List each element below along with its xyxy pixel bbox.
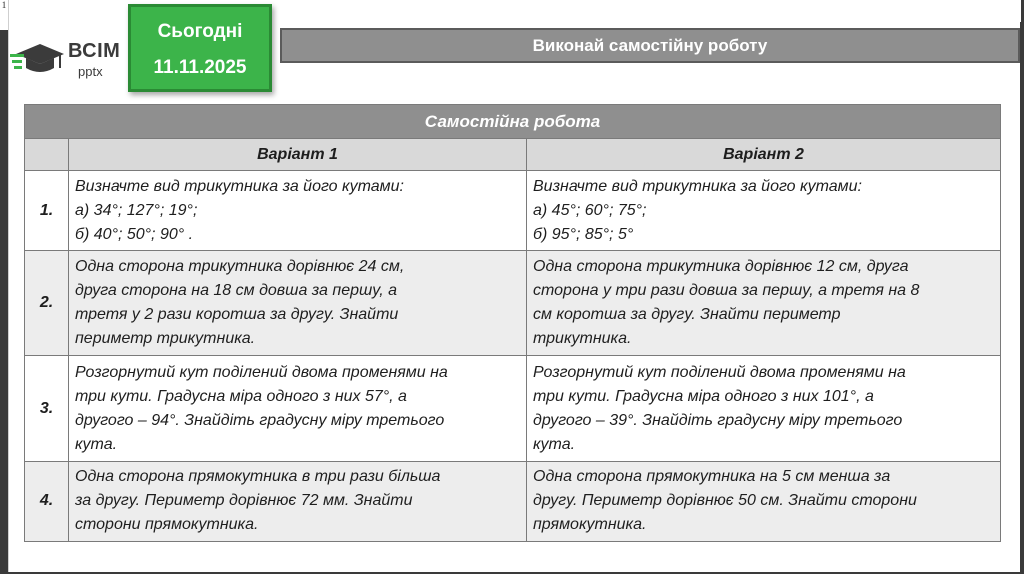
logo-name: ВСІМ [68, 40, 121, 62]
table-row [25, 171, 1001, 251]
row-number: 1. [25, 171, 69, 251]
table-row [25, 356, 1001, 461]
task-line: три кути. Градусна міра одного з них 57°, а [75, 387, 407, 405]
task-line: за другу. Периметр дорівнює 72 мм. Знайти [75, 492, 413, 510]
task-line: кута. [75, 435, 118, 453]
task-line: Одна сторона прямокутника в три рази більша [75, 468, 441, 486]
graduation-cap-icon [10, 40, 66, 80]
logo [10, 40, 128, 80]
task-line: Визначте вид трикутника за його кутами: [75, 177, 404, 195]
task-variant-1 [69, 461, 527, 541]
task-variant-2 [527, 461, 1001, 541]
date-badge [128, 4, 272, 92]
task-variant-2 [527, 171, 1001, 251]
logo-sub: pptx [78, 64, 103, 79]
task-line: см коротша за другу. Знайти периметр [533, 306, 841, 324]
task-line: Розгорнутий кут поділений двома променями на [75, 363, 448, 381]
task-line: кута. [533, 435, 576, 453]
task-line: другого – 94°. Знайдіть градусну міру третього [75, 411, 445, 429]
task-line: сторони прямокутника. [75, 516, 259, 534]
task-line: трикутника. [533, 330, 632, 348]
tasks-table [24, 104, 1001, 542]
table-row [25, 251, 1001, 356]
date-label: Сьогодні [157, 21, 243, 42]
task-line: Одна сторона трикутника дорівнює 12 см, друга [533, 258, 909, 276]
task-line: Визначте вид трикутника за його кутами: [533, 177, 862, 195]
date-value: 11.11.2025 [153, 57, 247, 78]
task-line: другу. Периметр дорівнює 50 см. Знайти сторони [533, 492, 917, 510]
task-line: б) 40°; 50°; 90° . [75, 225, 194, 243]
task-line: а) 45°; 60°; 75°; [533, 201, 647, 219]
task-variant-1 [69, 171, 527, 251]
task-line: Одна сторона прямокутника на 5 см менша за [533, 468, 891, 486]
task-line: друга сторона на 18 см довша за першу, а [75, 282, 397, 300]
task-line: третя у 2 рази коротша за другу. Знайти [75, 306, 399, 324]
task-line: периметр трикутника. [75, 330, 256, 348]
task-variant-1 [69, 356, 527, 461]
table-title: Самостійна робота [25, 105, 1001, 139]
header-variant-2: Варіант 2 [527, 139, 1001, 171]
task-line: Одна сторона трикутника дорівнює 24 см, [75, 258, 405, 276]
task-line: другого – 39°. Знайдіть градусну міру третього [533, 411, 903, 429]
row-number: 3. [25, 356, 69, 461]
table-row [25, 461, 1001, 541]
header-cell-empty [25, 139, 69, 171]
page-title: Виконай самостійну роботу [532, 35, 768, 55]
task-variant-2 [527, 251, 1001, 356]
header-variant-1: Варіант 1 [69, 139, 527, 171]
task-line: Розгорнутий кут поділений двома променями на [533, 363, 906, 381]
header-bar [280, 28, 1020, 63]
task-line: сторона у три рази довша за першу, а третя на 8 [533, 282, 920, 300]
page-marker: 1 [0, 0, 8, 30]
row-number: 2. [25, 251, 69, 356]
task-variant-2 [527, 356, 1001, 461]
task-line: прямокутника. [533, 516, 647, 534]
task-variant-1 [69, 251, 527, 356]
task-line: три кути. Градусна міра одного з них 101°, а [533, 387, 874, 405]
task-line: а) 34°; 127°; 19°; [75, 201, 198, 219]
row-number: 4. [25, 461, 69, 541]
task-line: б) 95°; 85°; 5° [533, 225, 634, 243]
